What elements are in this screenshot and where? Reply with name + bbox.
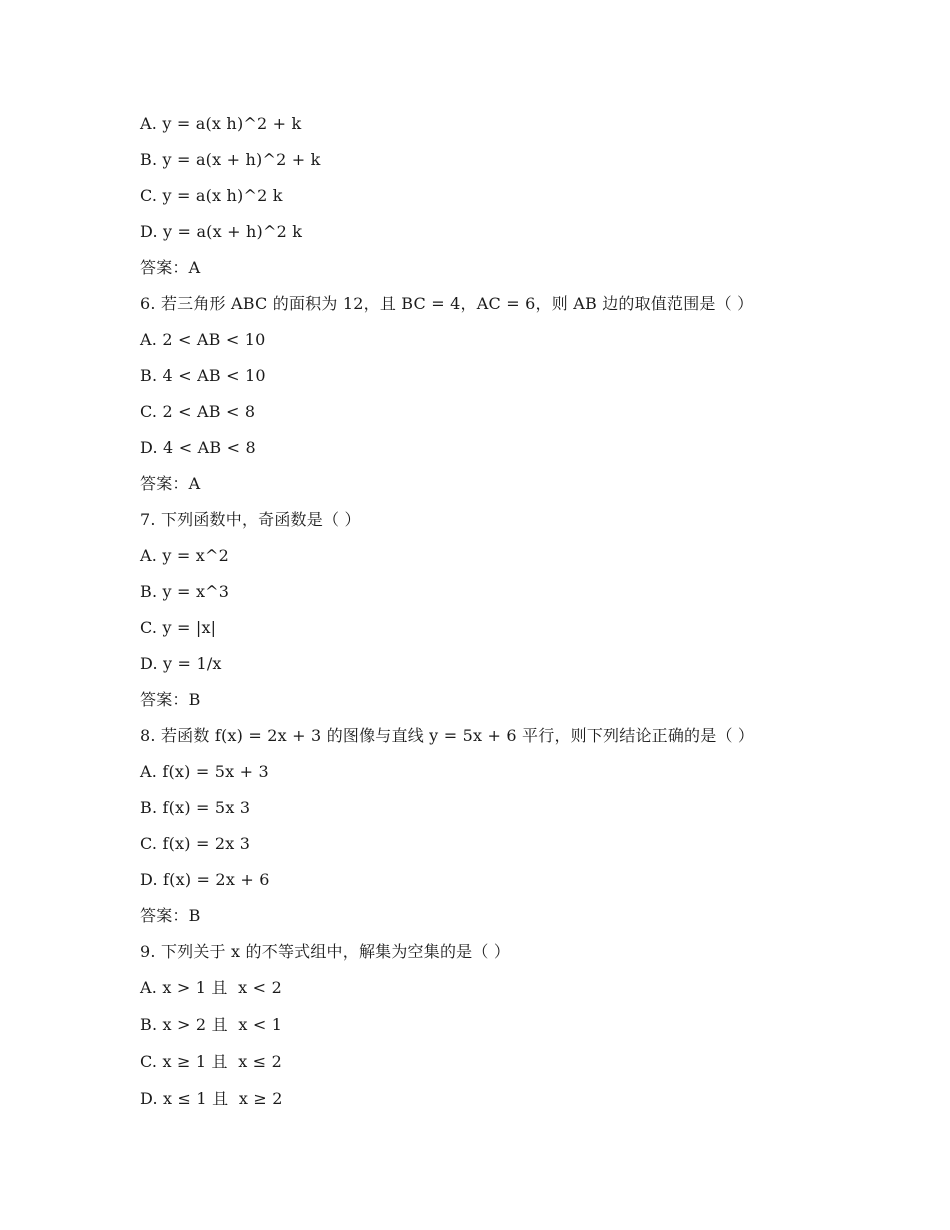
document-page <box>140 111 840 1122</box>
option-b-q5: B. y = a(x + h)^2 + k <box>140 150 321 169</box>
option-c-q7: C. y = |x| <box>140 618 217 637</box>
answer-q8: 答案：B <box>140 906 201 925</box>
option-c-q6: C. 2 < AB < 8 <box>140 402 256 421</box>
option-b-q9: B. x > 2 且 x < 1 <box>140 1015 283 1034</box>
option-a-q7: A. y = x^2 <box>140 546 229 565</box>
option-d-q8: D. f(x) = 2x + 6 <box>140 870 270 889</box>
option-d-q6: D. 4 < AB < 8 <box>140 438 256 457</box>
question-9: 9. 下列关于 x 的不等式组中，解集为空集的是（ ） <box>140 942 511 961</box>
option-a-q9: A. x > 1 且 x < 2 <box>140 978 282 997</box>
option-a-q5: A. y = a(x h)^2 + k <box>140 114 302 133</box>
option-d-q5: D. y = a(x + h)^2 k <box>140 222 303 241</box>
option-b-q7: B. y = x^3 <box>140 582 230 601</box>
option-b-q6: B. 4 < AB < 10 <box>140 366 266 385</box>
option-c-q9: C. x ≥ 1 且 x ≤ 2 <box>140 1052 283 1071</box>
option-a-q6: A. 2 < AB < 10 <box>140 330 266 349</box>
option-a-q8: A. f(x) = 5x + 3 <box>140 762 269 781</box>
question-6: 6. 若三角形 ABC 的面积为 12，且 BC = 4，AC = 6，则 AB 边的取值范围是（ ） <box>140 294 754 313</box>
answer-q7: 答案：B <box>140 690 201 709</box>
question-8: 8. 若函数 f(x) = 2x + 3 的图像与直线 y = 5x + 6 平行，则下列结论正确的是（ ） <box>140 726 755 745</box>
question-7: 7. 下列函数中，奇函数是（ ） <box>140 510 361 529</box>
option-d-q9: D. x ≤ 1 且 x ≥ 2 <box>140 1089 283 1108</box>
option-c-q5: C. y = a(x h)^2 k <box>140 186 283 205</box>
option-b-q8: B. f(x) = 5x 3 <box>140 798 251 817</box>
option-c-q8: C. f(x) = 2x 3 <box>140 834 251 853</box>
option-d-q7: D. y = 1/x <box>140 654 222 673</box>
answer-q5: 答案：A <box>140 258 201 277</box>
answer-q6: 答案：A <box>140 474 201 493</box>
